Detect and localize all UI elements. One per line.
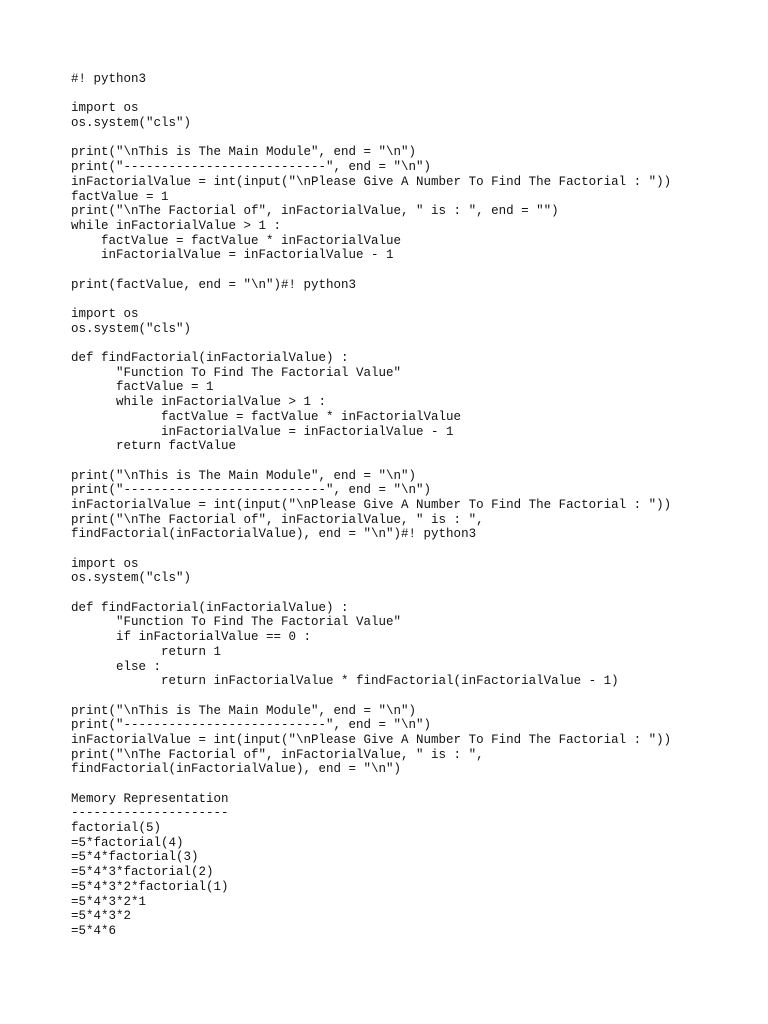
code-line: print("---------------------------", end = "\n") (71, 718, 432, 733)
code-line: =5*4*3*2 (71, 909, 132, 924)
code-line: factorial(5) (71, 821, 162, 836)
code-line (71, 689, 671, 704)
code-line (71, 263, 671, 278)
code-line: inFactorialValue = int(input("\nPlease Give A Number To Find The Factorial : ")) (71, 732, 672, 747)
code-line: os.system("cls") (71, 321, 192, 336)
code-line: print("\nThis is The Main Module", end = "\n") (71, 468, 417, 483)
code-line: while inFactorialValue > 1 : (71, 395, 327, 410)
code-line: =5*4*3*2*1 (71, 894, 147, 909)
code-line: import os (71, 556, 139, 571)
code-line: factValue = factValue * inFactorialValue (71, 233, 402, 248)
code-line: findFactorial(inFactorialValue), end = "\n") (71, 762, 402, 777)
code-line: os.system("cls") (71, 116, 192, 131)
code-line: import os (71, 101, 139, 116)
code-line: =5*4*6 (71, 923, 117, 938)
code-line: print("---------------------------", end = "\n") (71, 483, 432, 498)
code-line (71, 542, 671, 557)
code-line: print("---------------------------", end = "\n") (71, 160, 432, 175)
code-line: if inFactorialValue == 0 : (71, 630, 312, 645)
code-line: inFactorialValue = int(input("\nPlease Give A Number To Find The Factorial : ")) (71, 497, 672, 512)
code-line: factValue = factValue * inFactorialValue (71, 409, 462, 424)
code-line: =5*4*3*2*factorial(1) (71, 879, 229, 894)
code-line: inFactorialValue = inFactorialValue - 1 (71, 248, 394, 263)
code-line: factValue = 1 (71, 189, 169, 204)
code-line: print("\nThe Factorial of", inFactorialValue, " is : ", end = "") (71, 204, 559, 219)
code-line (71, 131, 671, 146)
code-line: #! python3 (71, 72, 147, 86)
code-line: os.system("cls") (71, 571, 192, 586)
code-line: return 1 (71, 644, 222, 659)
code-line: "Function To Find The Factorial Value" (71, 365, 402, 380)
code-line (71, 87, 671, 102)
code-line: findFactorial(inFactorialValue), end = "\n")#! python3 (71, 527, 477, 542)
code-line: print("\nThe Factorial of", inFactorialValue, " is : ", (71, 747, 484, 762)
code-line: import os (71, 307, 139, 321)
code-line: return factValue (71, 439, 237, 454)
code-line: factValue = 1 (71, 380, 214, 395)
code-line (71, 777, 671, 792)
code-line (71, 292, 671, 307)
code-line: inFactorialValue = int(input("\nPlease Give A Number To Find The Factorial : ")) (71, 174, 672, 189)
code-line (71, 336, 671, 351)
code-line: def findFactorial(inFactorialValue) : (71, 351, 349, 366)
code-line: return inFactorialValue * findFactorial(inFactorialValue - 1) (71, 674, 619, 689)
code-line: Memory Representation (71, 791, 229, 806)
code-line: inFactorialValue = inFactorialValue - 1 (71, 424, 454, 439)
code-line: def findFactorial(inFactorialValue) : (71, 600, 349, 615)
code-line: print("\nThis is The Main Module", end = "\n") (71, 703, 417, 718)
code-line: else : (71, 659, 162, 674)
code-line (71, 454, 671, 469)
code-line: print("\nThis is The Main Module", end = "\n") (71, 145, 417, 160)
code-line: =5*factorial(4) (71, 835, 184, 850)
code-line: --------------------- (71, 806, 229, 821)
code-line: print(factValue, end = "\n")#! python3 (71, 277, 357, 292)
code-line: while inFactorialValue > 1 : (71, 218, 282, 233)
code-listing (71, 72, 671, 939)
code-line: =5*4*3*factorial(2) (71, 865, 214, 880)
code-line: print("\nThe Factorial of", inFactorialValue, " is : ", (71, 512, 484, 527)
code-line (71, 586, 671, 601)
code-line: "Function To Find The Factorial Value" (71, 615, 402, 630)
code-line: =5*4*factorial(3) (71, 850, 199, 865)
